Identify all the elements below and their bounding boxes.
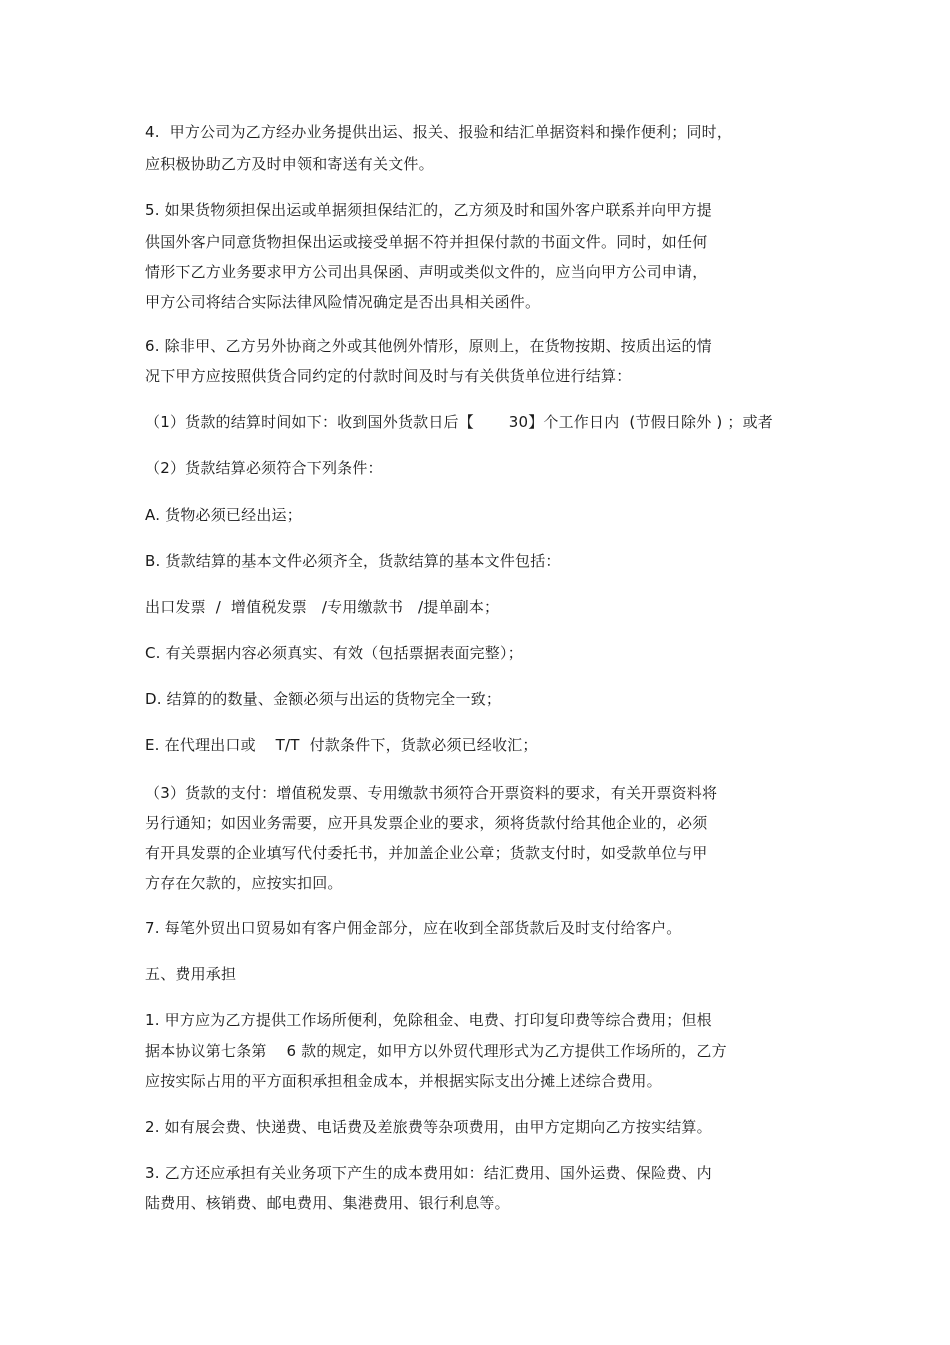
fee-clause-3-line-2: 陆费用、核销费、邮电费用、集港费用、银行利息等。 [145, 1194, 510, 1212]
condition-b-documents: 出口发票 / 增值税发票 /专用缴款书 /提单副本； [145, 598, 500, 616]
clause-6-item-3-line-4: 方存在欠款的，应按实扣回。 [145, 874, 343, 892]
clause-5-line-3: 情形下乙方业务要求甲方公司出具保函、声明或类似文件的，应当向甲方公司申请， [145, 263, 708, 281]
clause-6-item-3-line-1: （3）货款的支付：增值税发票、专用缴款书须符合开票资料的要求，有关开票资料将 [145, 784, 718, 802]
fee-clause-1-line-3: 应按实际占用的平方面积承担租金成本，并根据实际支出分摊上述综合费用。 [145, 1072, 662, 1090]
clause-4-line-1: 4. 甲方公司为乙方经办业务提供出运、报关、报验和结汇单据资料和操作便利；同时， [145, 123, 733, 141]
clause-5-line-2: 供国外客户同意货物担保出运或接受单据不符并担保付款的书面文件。同时，如任何 [145, 233, 708, 251]
condition-e: E. 在代理出口或 T/T 付款条件下，货款必须已经收汇； [145, 736, 538, 754]
clause-6-item-3-line-2: 另行通知；如因业务需要，应开具发票企业的要求，须将货款付给其他企业的，必须 [145, 814, 708, 832]
condition-d: D. 结算的的数量、金额必须与出运的货物完全一致； [145, 690, 502, 708]
clause-7: 7. 每笔外贸出口贸易如有客户佣金部分，应在收到全部货款后及时支付给客户。 [145, 919, 682, 937]
clause-6-line-2: 况下甲方应按照供货合同约定的付款时间及时与有关供货单位进行结算： [145, 367, 632, 385]
condition-a: A. 货物必须已经出运； [145, 506, 302, 524]
clause-5-line-4: 甲方公司将结合实际法律风险情况确定是否出具相关函件。 [145, 293, 541, 311]
fee-clause-1-line-1: 1. 甲方应为乙方提供工作场所便利，免除租金、电费、打印复印费等综合费用；但根 [145, 1011, 712, 1029]
condition-b: B. 货款结算的基本文件必须齐全，货款结算的基本文件包括： [145, 552, 561, 570]
fee-clause-1-line-2: 据本协议第七条第 6 款的规定，如甲方以外贸代理形式为乙方提供工作场所的，乙方 [145, 1042, 727, 1060]
clause-4-line-2: 应积极协助乙方及时申领和寄送有关文件。 [145, 155, 434, 173]
clause-6-line-1: 6. 除非甲、乙方另外协商之外或其他例外情形，原则上，在货物按期、按质出运的情 [145, 337, 712, 355]
fee-clause-3-line-1: 3. 乙方还应承担有关业务项下产生的成本费用如：结汇费用、国外运费、保险费、内 [145, 1164, 712, 1182]
clause-6-item-1: （1）货款的结算时间如下：收到国外货款日后【 30】个工作日内 (节假日除外 ) ；或者 [145, 413, 773, 431]
clause-5-line-1: 5. 如果货物须担保出运或单据须担保结汇的，乙方须及时和国外客户联系并向甲方提 [145, 201, 712, 219]
fee-clause-2: 2. 如有展会费、快递费、电话费及差旅费等杂项费用，由甲方定期向乙方按实结算。 [145, 1118, 712, 1136]
section-5-heading: 五、费用承担 [145, 965, 237, 983]
clause-6-item-3-line-3: 有开具发票的企业填写代付委托书，并加盖企业公章；货款支付时，如受款单位与甲 [145, 844, 708, 862]
condition-c: C. 有关票据内容必须真实、有效（包括票据表面完整）； [145, 644, 523, 662]
clause-6-item-2: （2）货款结算必须符合下列条件： [145, 459, 383, 477]
